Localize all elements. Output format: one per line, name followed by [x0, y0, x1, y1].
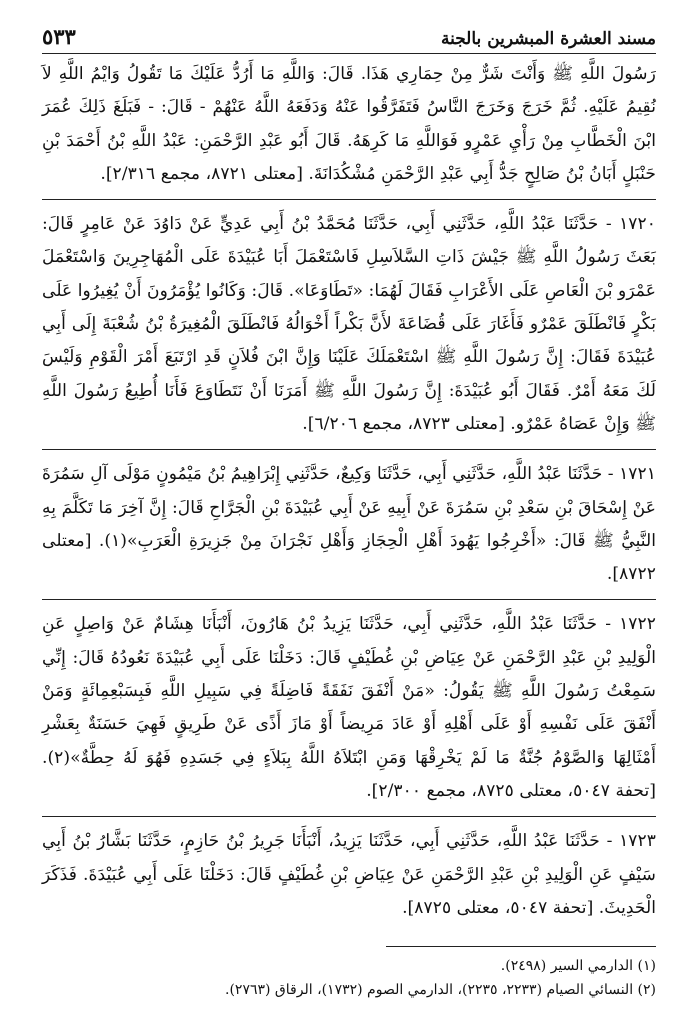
hadith-1721: ١٧٢١ - حَدَّثَنَا عَبْدُ اللَّهِ، حَدَّثَنِي أَبِي، حَدَّثَنَا وَكِيعٌ، حَدَّثَنِي إِبْرَاهِيمُ بْنُ مَيْمُونٍ مَوْلَى آلِ سَمُرَةَ عَنْ إِسْحَاقَ بْنِ سَعْدِ بْنِ سَمُرَةَ عَنْ أَبِيهِ عَنْ أَبِي عُبَيْدَةَ بْنِ الْجَرَّاحِ قَالَ: إِنَّ آخِرَ مَا تَكَلَّمَ بِهِ النَّبِيُّ ﷺ قَالَ: «أَخْرِجُوا يَهُودَ أَهْلِ الْحِجَازِ وَأَهْلِ نَجْرَانَ مِنْ جَزِيرَةِ الْعَرَبِ»(١). [معتلى ٨٧٢٢].: [42, 464, 656, 585]
page-body: [42, 58, 656, 925]
page-number: ٥٣٣: [42, 24, 76, 49]
hadith-1723: ١٧٢٣ - حَدَّثَنَا عَبْدُ اللَّهِ، حَدَّثَنِي أَبِي، حَدَّثَنَا يَزِيدُ، أَنْبَأَنَا جَرِيرُ بْنُ حَازِمٍ، حَدَّثَنَا بَشَّارُ بْنُ أَبِي سَيْفٍ عَنِ الْوَلِيدِ بْنِ عَبْدِ الرَّحْمَنِ عَنْ عِيَاضِ بْنِ غُطَيْفٍ قَالَ: دَخَلْنَا عَلَى أَبِي عُبَيْدَةَ. فَذَكَرَ الْحَدِيثَ. [تحفة ٥٠٤٧، معتلى ٨٧٢٥].: [42, 831, 656, 918]
section-divider: [42, 449, 656, 450]
footnotes: [42, 954, 656, 1002]
running-head: مسند العشرة المبشرين بالجنة: [440, 29, 656, 49]
section-divider: [42, 599, 656, 600]
footnote-divider: [386, 946, 656, 947]
hadith-1720: ١٧٢٠ - حَدَّثَنَا عَبْدُ اللَّهِ، حَدَّثَنِي أَبِي، حَدَّثَنَا مُحَمَّدُ بْنُ أَبِي عَدِيٍّ عَنْ دَاوُدَ عَنْ عَامِرٍ قَالَ: بَعَثَ رَسُولُ اللَّهِ ﷺ جَيْشَ ذَاتِ السَّلاَسِلِ فَاسْتَعْمَلَ أَبَا عُبَيْدَةَ عَلَى الْمُهَاجِرِينَ وَاسْتَعْمَلَ عَمْرَو بْنَ الْعَاصِ عَلَى الأَعْرَابِ فَقَالَ لَهُمَا: «تَطَاوَعَا». قَالَ: وَكَانُوا يُؤْمَرُونَ أَنْ يُغِيرُوا عَلَى بَكْرٍ فَانْطَلَقَ عَمْرٌو فَأَغَارَ عَلَى قُضَاعَةَ لأَنَّ بَكْراً أَخْوَالُهُ فَانْطَلَقَ الْمُغِيرَةُ بْنُ شُعْبَةَ إِلَى أَبِي عُبَيْدَةَ فَقَالَ: إِنَّ رَسُولَ اللَّهِ ﷺ اسْتَعْمَلَكَ عَلَيْنَا وَإِنَّ ابْنَ فُلاَنٍ قَدِ ارْتَبَعَ أَمْرَ الْقَوْمِ وَلَيْسَ لَكَ مَعَهُ أَمْرٌ. فَقَالَ أَبُو عُبَيْدَةَ: إِنَّ رَسُولَ اللَّهِ ﷺ أَمَرَنَا أَنْ نَتَطَاوَعَ فَأَنَا أُطِيعُ رَسُولَ اللَّهِ ﷺ وَإِنْ عَصَاهُ عَمْرٌو. [معتلى ٨٧٢٣، مجمع ٦/٢٠٦].: [42, 214, 656, 434]
footnote-2: (٢) النسائي الصيام (٢٢٣٣، ٢٢٣٥)، الدارمي الصوم (١٧٣٢)، الرقاق (٢٧٦٣).: [225, 982, 656, 998]
hadith-1722: ١٧٢٢ - حَدَّثَنَا عَبْدُ اللَّهِ، حَدَّثَنِي أَبِي، حَدَّثَنَا يَزِيدُ بْنُ هَارُونَ، أَنْبَأَنَا هِشَامٌ عَنْ وَاصِلٍ عَنِ الْوَلِيدِ بْنِ عَبْدِ الرَّحْمَنِ عَنْ عِيَاضِ بْنِ غُطَيْفٍ قَالَ: دَخَلْنَا عَلَى أَبِي عُبَيْدَةَ نَعُودُهُ قَالَ: إِنِّي سَمِعْتُ رَسُولَ اللَّهِ ﷺ يَقُولُ: «مَنْ أَنْفَقَ نَفَقَةً فَاضِلَةً فِي سَبِيلِ اللَّهِ فَبِسَبْعِمِائَةٍ وَمَنْ أَنْفَقَ عَلَى نَفْسِهِ أَوْ عَلَى أَهْلِهِ أَوْ عَادَ مَرِيضاً أَوْ مَازَ أَذًى عَنْ طَرِيقٍ فَهِيَ حَسَنَةٌ بِعَشْرِ أَمْثَالِهَا وَالصَّوْمُ جُنَّةٌ مَا لَمْ يَخْرِقْهَا وَمَنِ ابْتَلاَهُ اللَّهُ بِبَلاَءٍ فِي جَسَدِهِ فَهُوَ لَهُ حِطَّةٌ»(٢). [تحفة ٥٠٤٧، معتلى ٨٧٢٥، مجمع ٢/٣٠٠].: [42, 614, 656, 801]
section-divider: [42, 199, 656, 200]
page-header: [42, 14, 656, 54]
footnote-1: (١) الدارمي السير (٢٤٩٨).: [500, 958, 656, 974]
section-divider: [42, 816, 656, 817]
hadith-continuation: رَسُولَ اللَّهِ ﷺ وَأَنْتَ شَرٌّ مِنْ حِمَارِي هَذَا. قَالَ: وَاللَّهِ مَا أَرُدُّ عَلَيْكَ مَا تَقُولُ وَايْمُ اللَّهِ لاَ نُقِيمُ عَلَيْهِ. ثُمَّ خَرَجَ وَخَرَجَ النَّاسُ فَتَفَرَّقُوا عَنْهُ وَدَفَعَهُ اللَّهُ عَنْهُمْ - قَالَ: - فَبَلَغَ ذَلِكَ عُمَرَ ابْنَ الْخَطَّابِ مِنْ رَأْيِ عَمْرٍو فَوَاللَّهِ مَا كَرِهَهُ. قَالَ أَبُو عَبْدِ الرَّحْمَنِ: عَبْدُ اللَّهِ بْنُ أَحْمَدَ بْنِ حَنْبَلٍ أَبَانُ بْنُ صَالِحٍ جَدُّ أَبِي عَبْدِ الرَّحْمَنِ مُشْكُدَانَةَ. [معتلى ٨٧٢١، مجمع ٢/٣١٦].: [42, 64, 656, 184]
